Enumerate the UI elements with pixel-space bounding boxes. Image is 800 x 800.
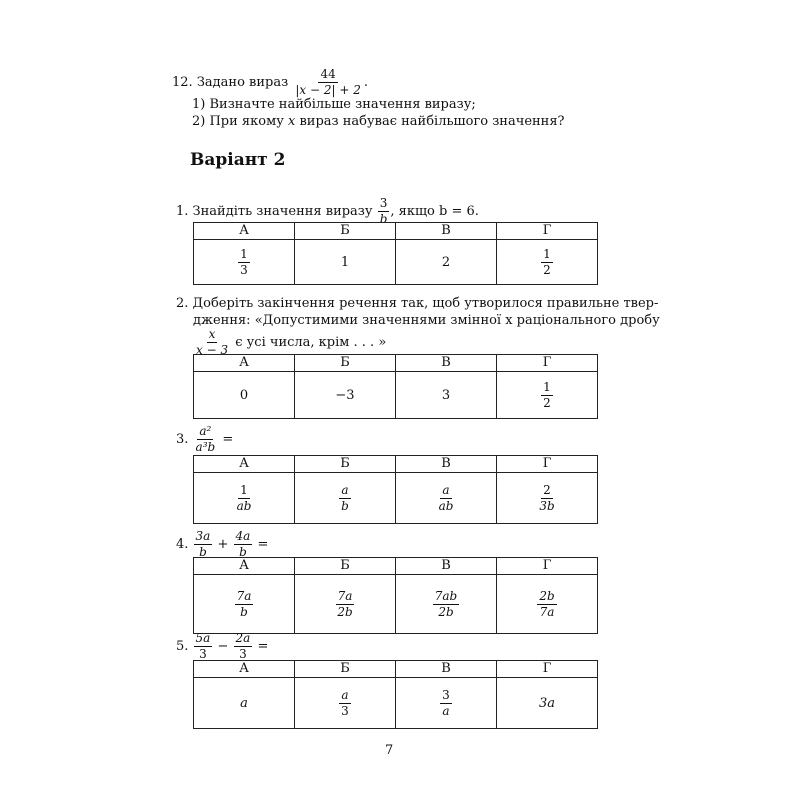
fraction-numerator: 3a bbox=[195, 529, 211, 543]
answer-header-row bbox=[194, 661, 598, 678]
answer-header-cell: Б bbox=[295, 223, 396, 240]
problem-12-question-1: 1) Визначте найбільше значення виразу; bbox=[192, 97, 476, 112]
answer-option[interactable] bbox=[497, 240, 598, 285]
fraction-numerator: a bbox=[442, 482, 450, 497]
answer-option[interactable] bbox=[194, 372, 295, 419]
answer-header-cell: А bbox=[194, 223, 295, 240]
answer-fraction bbox=[541, 381, 553, 410]
answer-option[interactable] bbox=[396, 473, 497, 524]
fraction-denominator: 3 bbox=[239, 647, 247, 661]
answer-header-cell: В bbox=[396, 661, 497, 678]
answer-option[interactable] bbox=[295, 678, 396, 729]
answer-header-cell: В bbox=[396, 355, 497, 372]
fraction-numerator: a² bbox=[199, 424, 212, 438]
fraction-denominator: 3 bbox=[240, 262, 248, 277]
answer-fraction bbox=[437, 484, 456, 513]
fraction-denominator: 2b bbox=[337, 604, 353, 619]
answer-value: a bbox=[240, 695, 248, 711]
answer-option[interactable] bbox=[396, 575, 497, 634]
fraction-denominator: 3 bbox=[199, 647, 207, 661]
fraction-numerator: a bbox=[341, 687, 349, 702]
answer-fraction bbox=[541, 248, 553, 277]
answer-fraction bbox=[339, 484, 351, 513]
answer-value: 3 bbox=[441, 387, 451, 403]
answer-fraction bbox=[339, 689, 351, 718]
fraction bbox=[194, 425, 218, 454]
fraction-numerator: 2 bbox=[543, 482, 551, 497]
fraction-denominator: 2 bbox=[543, 262, 551, 277]
answer-row bbox=[194, 372, 598, 419]
fraction-numerator: 1 bbox=[543, 246, 551, 261]
fraction-denominator: a³b bbox=[195, 440, 216, 454]
answer-header-cell: В bbox=[396, 223, 497, 240]
answer-value: 1 bbox=[340, 254, 350, 270]
fraction-denominator: b bbox=[239, 545, 247, 559]
page-number: 7 bbox=[385, 743, 394, 758]
answer-option[interactable] bbox=[396, 372, 497, 419]
answer-option[interactable] bbox=[497, 575, 598, 634]
answer-header-cell: А bbox=[194, 355, 295, 372]
fraction-numerator: 7ab bbox=[434, 588, 458, 603]
fraction-denominator: b bbox=[341, 498, 349, 513]
fraction bbox=[234, 530, 253, 559]
fraction-denominator: b bbox=[199, 545, 207, 559]
fraction bbox=[194, 632, 213, 661]
answer-header-cell: А bbox=[194, 558, 295, 575]
question-text: Знайдіть значення виразу bbox=[192, 204, 373, 219]
fraction-numerator: a bbox=[341, 482, 349, 497]
answer-row bbox=[194, 240, 598, 285]
question-text: 2) При якому bbox=[192, 114, 284, 129]
question-2-line-2: дження: «Допустимими значеннями змінної x раціонального дробу bbox=[193, 313, 660, 328]
answer-header-cell: Г bbox=[497, 223, 598, 240]
fraction-numerator: 1 bbox=[240, 482, 248, 497]
operator: − bbox=[217, 639, 229, 654]
fraction-denominator: 2 bbox=[543, 395, 551, 410]
answer-header-row bbox=[194, 355, 598, 372]
question-3 bbox=[176, 425, 233, 454]
question-number: 4. bbox=[176, 537, 189, 552]
problem-text: Задано вираз bbox=[196, 75, 289, 90]
fraction-numerator: x bbox=[208, 327, 216, 341]
fraction bbox=[194, 530, 213, 559]
question-number: 5. bbox=[176, 639, 189, 654]
answer-option[interactable] bbox=[295, 372, 396, 419]
answer-option[interactable] bbox=[497, 678, 598, 729]
answer-option[interactable] bbox=[295, 240, 396, 285]
answer-table-2 bbox=[193, 354, 598, 419]
answer-table-5 bbox=[193, 660, 598, 729]
question-number: 2. bbox=[176, 296, 189, 311]
fraction-numerator: 3 bbox=[442, 687, 450, 702]
question-2-line-1 bbox=[176, 296, 658, 312]
fraction-denominator: ab bbox=[438, 498, 454, 513]
fraction-numerator: 7a bbox=[236, 588, 252, 603]
answer-fraction bbox=[235, 484, 254, 513]
answer-value: 0 bbox=[239, 387, 249, 403]
fraction bbox=[194, 328, 230, 357]
equals-sign: = bbox=[257, 639, 269, 654]
answer-header-cell: Б bbox=[295, 661, 396, 678]
answer-table-4 bbox=[193, 557, 598, 634]
problem-12 bbox=[172, 68, 368, 97]
answer-header-cell: Б bbox=[295, 456, 396, 473]
equals-sign: = bbox=[222, 432, 234, 447]
fraction-denominator: ab bbox=[236, 498, 252, 513]
answer-fraction bbox=[238, 248, 250, 277]
answer-row bbox=[194, 678, 598, 729]
answer-header-row bbox=[194, 456, 598, 473]
fraction-denominator: 7a bbox=[539, 604, 555, 619]
answer-table-3 bbox=[193, 455, 598, 524]
fraction-numerator: 2b bbox=[539, 588, 555, 603]
answer-header-cell: Г bbox=[497, 355, 598, 372]
answer-option[interactable] bbox=[194, 678, 295, 729]
answer-header-cell: Г bbox=[497, 456, 598, 473]
answer-fraction bbox=[537, 590, 556, 619]
punctuation: . bbox=[363, 75, 368, 90]
problem-number: 12. bbox=[172, 75, 193, 90]
fraction-denominator: b bbox=[240, 604, 248, 619]
answer-header-cell: Б bbox=[295, 558, 396, 575]
equals-sign: = bbox=[257, 537, 269, 552]
answer-fraction bbox=[235, 590, 254, 619]
fraction bbox=[234, 632, 253, 661]
question-2-line-3 bbox=[193, 328, 386, 357]
fraction-numerator: 1 bbox=[543, 379, 551, 394]
fraction-numerator: 7a bbox=[337, 588, 353, 603]
fraction-numerator: 1 bbox=[240, 246, 248, 261]
fraction-denominator: 3b bbox=[539, 498, 555, 513]
answer-option[interactable] bbox=[194, 473, 295, 524]
variant-title: Варіант 2 bbox=[190, 150, 286, 170]
answer-option[interactable] bbox=[497, 473, 598, 524]
answer-option[interactable] bbox=[295, 473, 396, 524]
fraction-denominator: a bbox=[442, 703, 450, 718]
answer-option[interactable] bbox=[194, 575, 295, 634]
answer-row bbox=[194, 473, 598, 524]
answer-table-1 bbox=[193, 222, 598, 285]
fraction-numerator: 44 bbox=[320, 67, 336, 81]
fraction-denominator: b bbox=[379, 212, 388, 226]
answer-header-row bbox=[194, 223, 598, 240]
answer-header-cell: В bbox=[396, 456, 497, 473]
fraction bbox=[293, 68, 363, 97]
answer-option[interactable] bbox=[396, 240, 497, 285]
question-4 bbox=[176, 530, 268, 559]
question-text: Доберіть закінчення речення так, щоб утворилося правильне твер- bbox=[192, 296, 659, 311]
question-number: 3. bbox=[176, 432, 189, 447]
question-text: , якщо b = 6. bbox=[390, 204, 479, 219]
problem-12-question-2 bbox=[192, 114, 565, 130]
answer-header-cell: Б bbox=[295, 355, 396, 372]
answer-header-cell: Г bbox=[497, 661, 598, 678]
fraction-denominator: 3 bbox=[341, 703, 349, 718]
answer-fraction bbox=[433, 590, 459, 619]
question-text: вираз набуває найбільшого значення? bbox=[299, 114, 565, 129]
fraction-numerator: 2a bbox=[235, 631, 251, 645]
answer-option[interactable] bbox=[396, 678, 497, 729]
answer-header-cell: А bbox=[194, 456, 295, 473]
answer-value: 2 bbox=[441, 254, 451, 270]
answer-fraction bbox=[335, 590, 354, 619]
answer-option[interactable] bbox=[497, 372, 598, 419]
question-5 bbox=[176, 632, 268, 661]
fraction-denominator: x − 3 bbox=[196, 343, 229, 357]
question-number: 1. bbox=[176, 204, 189, 219]
answer-header-cell: В bbox=[396, 558, 497, 575]
answer-value: −3 bbox=[335, 387, 355, 403]
fraction-denominator: |x − 2| + 2 bbox=[295, 83, 361, 97]
answer-fraction bbox=[440, 689, 452, 718]
question-text: є усі числа, крім . . . » bbox=[235, 335, 387, 350]
answer-value: 3a bbox=[538, 695, 556, 711]
fraction-denominator: 2b bbox=[438, 604, 454, 619]
variable: x bbox=[288, 114, 296, 129]
fraction-numerator: 5a bbox=[195, 631, 211, 645]
answer-header-cell: Г bbox=[497, 558, 598, 575]
operator: + bbox=[217, 537, 229, 552]
answer-option[interactable] bbox=[295, 575, 396, 634]
fraction-numerator: 3 bbox=[379, 196, 388, 210]
answer-header-cell: А bbox=[194, 661, 295, 678]
answer-header-row bbox=[194, 558, 598, 575]
fraction-numerator: 4a bbox=[235, 529, 251, 543]
answer-fraction bbox=[537, 484, 556, 513]
answer-option[interactable] bbox=[194, 240, 295, 285]
answer-row bbox=[194, 575, 598, 634]
